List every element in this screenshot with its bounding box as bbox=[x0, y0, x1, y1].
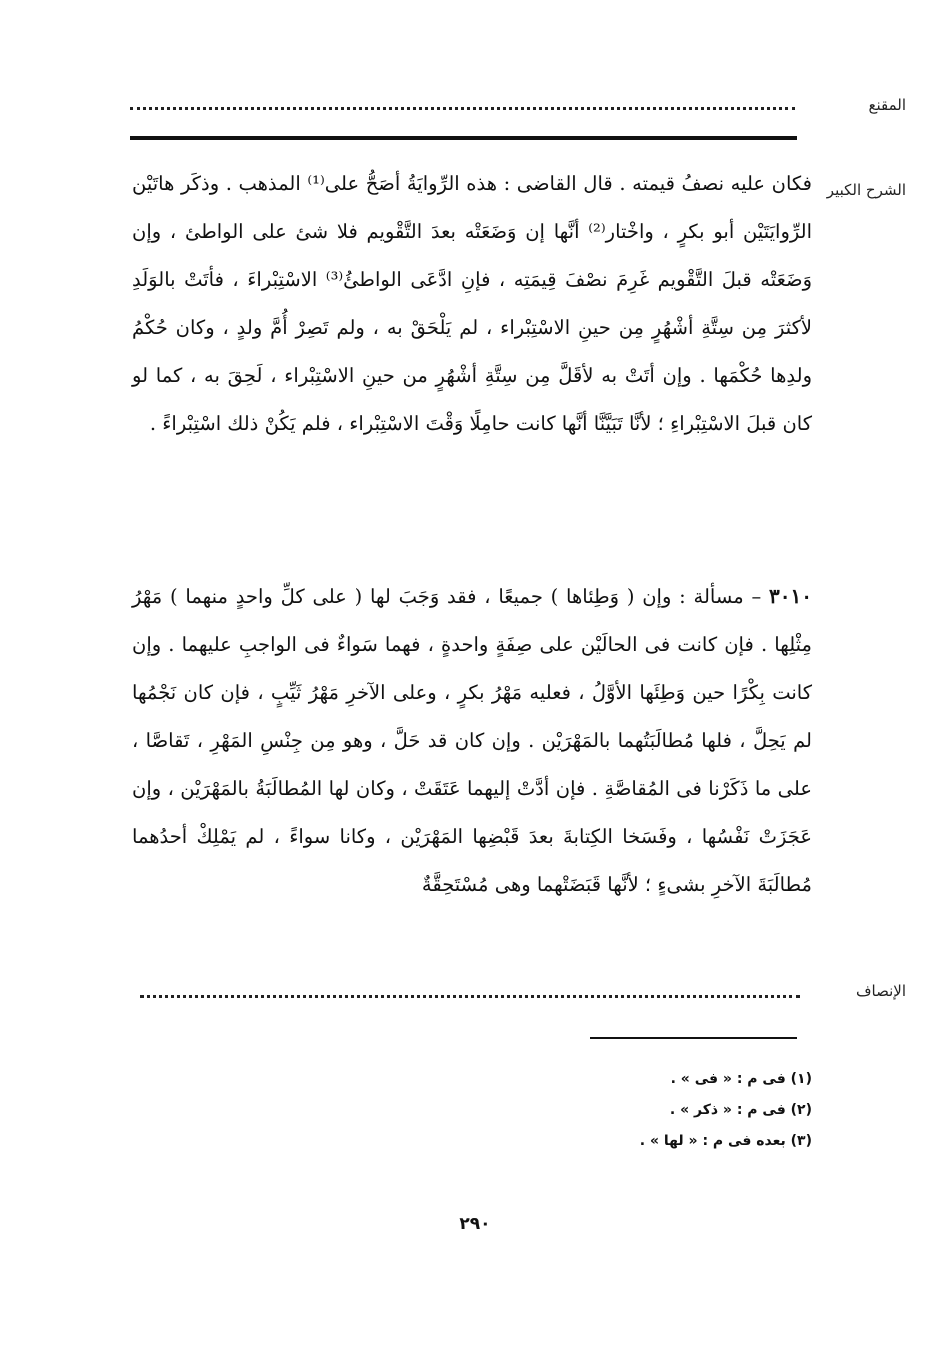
header-rule bbox=[130, 136, 797, 140]
commentary-paragraph-2 bbox=[132, 572, 812, 909]
header-dotted-line bbox=[130, 104, 795, 110]
issue-number: ٣٠١٠ bbox=[769, 584, 813, 608]
section-label-insaf: الإنصاف bbox=[855, 982, 906, 1000]
footnote-3: (٣) بعده فى م : « لها » . bbox=[639, 1133, 812, 1149]
header-label: المقنع bbox=[868, 96, 906, 114]
footnote-2: (٢) فى م : « ذكر » . bbox=[669, 1102, 812, 1118]
footnotes bbox=[412, 1064, 812, 1157]
footnote-1: (١) فى م : « فى » . bbox=[670, 1071, 812, 1087]
insaf-dotted-line bbox=[140, 992, 800, 998]
footnote-separator bbox=[590, 1037, 797, 1039]
commentary-paragraph-1: فكان عليه نصفُ قيمته . قال القاضى : هذه الرِّوايَةُ أصَحُّ على⁽¹⁾ المذهب . وذكَر هاتَيْن الرِّوايَتَيْن أبو بكرٍ ، واخْتار⁽²⁾ أنَّها إن وَضَعَتْه بعدَ التَّقْويم فلا شئ على الواطئ ، وإن وَضَعَتْه قبلَ التَّقْويم غَرِمَ نصْفَ قِيمَتِه ، فإنِ ادَّعَى الواطئُ⁽³⁾ الاسْتِبْراءَ ، فأتَتْ بالوَلَدِ لأكثرَ مِن سِتَّةِ أشْهُرٍ مِن حينِ الاسْتِبْراء ، لم يَلْحَقْ به ، ولم تَصِرْ أُمَّ ولدٍ ، وكان حُكْمُ ولدِها حُكْمَها . وإن أتَتْ به لأقَلَّ مِن سِتَّةِ أشْهُرٍ من حينِ الاسْتِبْراء ، لَحِقَ به ، كما لو كان قبلَ الاسْتِبْراءِ ؛ لأنَّا تَبَيَّنَّا أنَّها كانت حامِلًا وَقْتَ الاسْتِبْراء ، فلم يَكُنْ ذلك اسْتِبْراءً . bbox=[132, 172, 813, 435]
issue-text: – مسألة : وإن ( وَطِئاها ) جميعًا ، فقد وَجَبَ لها ( على كلِّ واحدٍ منهما ) مَهْرُ مِثْلِها . فإن كانت فى الحالَيْن على صِفَةٍ واحدةٍ ، فهما سَواءٌ فى الواجبِ عليهما . وإن كانت بِكْرًا حين وَطِئَها الأوَّلُ ، فعليه مَهْرُ بكرٍ ، وعلى الآخرِ مَهْرُ ثَيِّبٍ ، فإن كان نَجْمُها لم يَحِلَّ ، فلها مُطالَبَتُهما بالمَهْرَيْن . وإن كان قد حَلَّ ، وهو مِن جِنْسِ المَهْرِ ، تَقاصَّا ، على ما ذَكَرْنا فى المُقاصَّةِ . فإن أدَّتْ إليهما عَتَقَتْ ، وكان لها المُطالَبَةُ بالمَهْرَيْن ، وإن عَجَزَتْ نَفْسُها ، وفَسَخا الكِتابةَ بعدَ قَبْضِها المَهْرَيْن ، وكانا سواءً ، لم يَمْلِكْ أحدُهما مُطالَبَةَ الآخرِ بشىءٍ ؛ لأنَّها قَبَضَتْهما وهى مُسْتَحِقَّةٌ bbox=[132, 585, 812, 896]
section-label-sharh: الشرح الكبير bbox=[826, 181, 906, 199]
page-number: ٢٩٠ bbox=[459, 1214, 491, 1234]
